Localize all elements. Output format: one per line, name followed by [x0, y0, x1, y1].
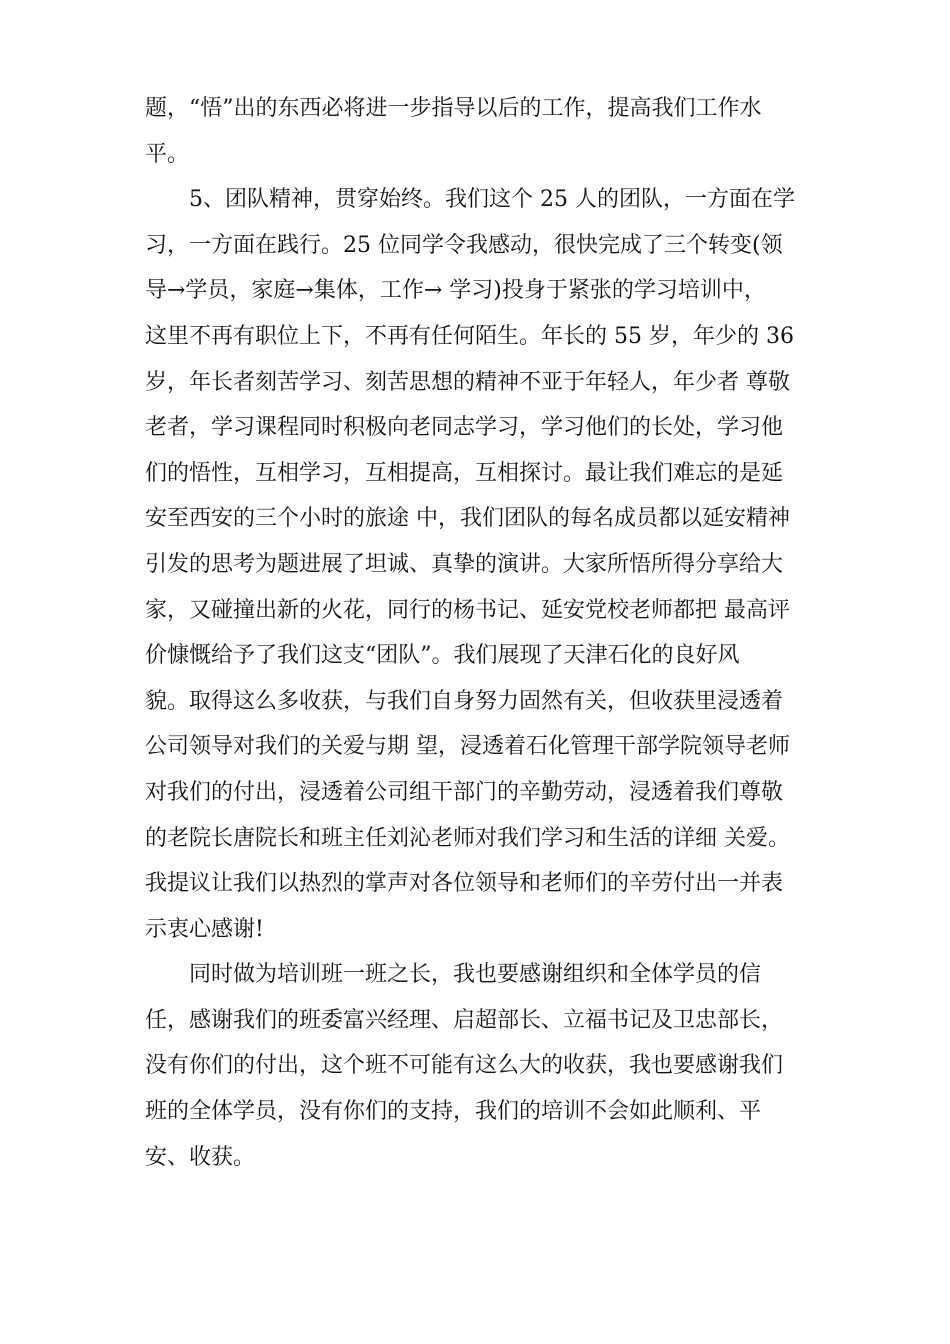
- paragraph-start-line: 5、团队精神，贯穿始终。我们这个 25 人的团队，一方面在学: [189, 187, 795, 213]
- text-line: 貌。取得这么多收获，与我们自身努力固然有关，但收获里浸透着: [145, 688, 784, 714]
- text-line: 的老院长唐院长和班主任刘沁老师对我们学习和生活的详细 关爱。: [145, 825, 790, 851]
- text-line: 导→学员，家庭→集体，工作→ 学习)投身于紧张的学习培训中，: [145, 278, 766, 304]
- text-line: 老者，学习课程同时积极向老同志学习，学习他们的长处，学习他: [145, 415, 784, 441]
- text-line: 题，“悟”出的东西必将进一步指导以后的工作，提高我们工作水: [145, 96, 762, 121]
- document-body: [145, 86, 815, 1180]
- text-line: 们的悟性，互相学习，互相提高，互相探讨。最让我们难忘的是延: [145, 460, 784, 486]
- paragraph-start-line: 同时做为培训班一班之长，我也要感谢组织和全体学员的信: [189, 962, 762, 988]
- text-line: 岁，年长者刻苦学习、刻苦思想的精神不亚于年轻人，年少者 尊敬: [145, 369, 790, 395]
- text-line: 公司领导对我们的关爱与期 望，浸透着石化管理干部学院领导老师: [145, 734, 790, 760]
- text-line: 平。: [145, 141, 190, 167]
- text-line: 任，感谢我们的班委富兴经理、启超部长、立福书记及卫忠部长，: [145, 1007, 784, 1033]
- text-line: 引发的思考为题进展了坦诚、真挚的演讲。大家所悟所得分享给大: [145, 551, 784, 577]
- text-line: 示衷心感谢!: [145, 916, 264, 942]
- text-line: 习，一方面在践行。25 位同学令我感动，很快完成了三个转变(领: [145, 232, 783, 258]
- text-line: 没有你们的付出，这个班不可能有这么大的收获，我也要感谢我们: [145, 1053, 784, 1079]
- text-line: 安至西安的三个小时的旅途 中，我们团队的每名成员都以延安精神: [145, 506, 790, 532]
- text-line: 这里不再有职位上下，不再有任何陌生。年长的 55 岁，年少的 36: [145, 323, 794, 349]
- text-line: 价慷慨给予了我们这支“团队”。我们展现了天津石化的良好风: [145, 643, 740, 669]
- text-line: 安、收获。: [145, 1144, 256, 1170]
- text-line: 班的全体学员，没有你们的支持，我们的培训不会如此顺利、平: [145, 1099, 762, 1125]
- text-line: 对我们的付出，浸透着公司组干部门的辛勤劳动，浸透着我们尊敬: [145, 779, 784, 805]
- text-line: 我提议让我们以热烈的掌声对各位领导和老师们的辛劳付出一并表: [145, 871, 784, 897]
- text-line: 家，又碰撞出新的火花，同行的杨书记、延安党校老师都把 最高评: [145, 597, 790, 623]
